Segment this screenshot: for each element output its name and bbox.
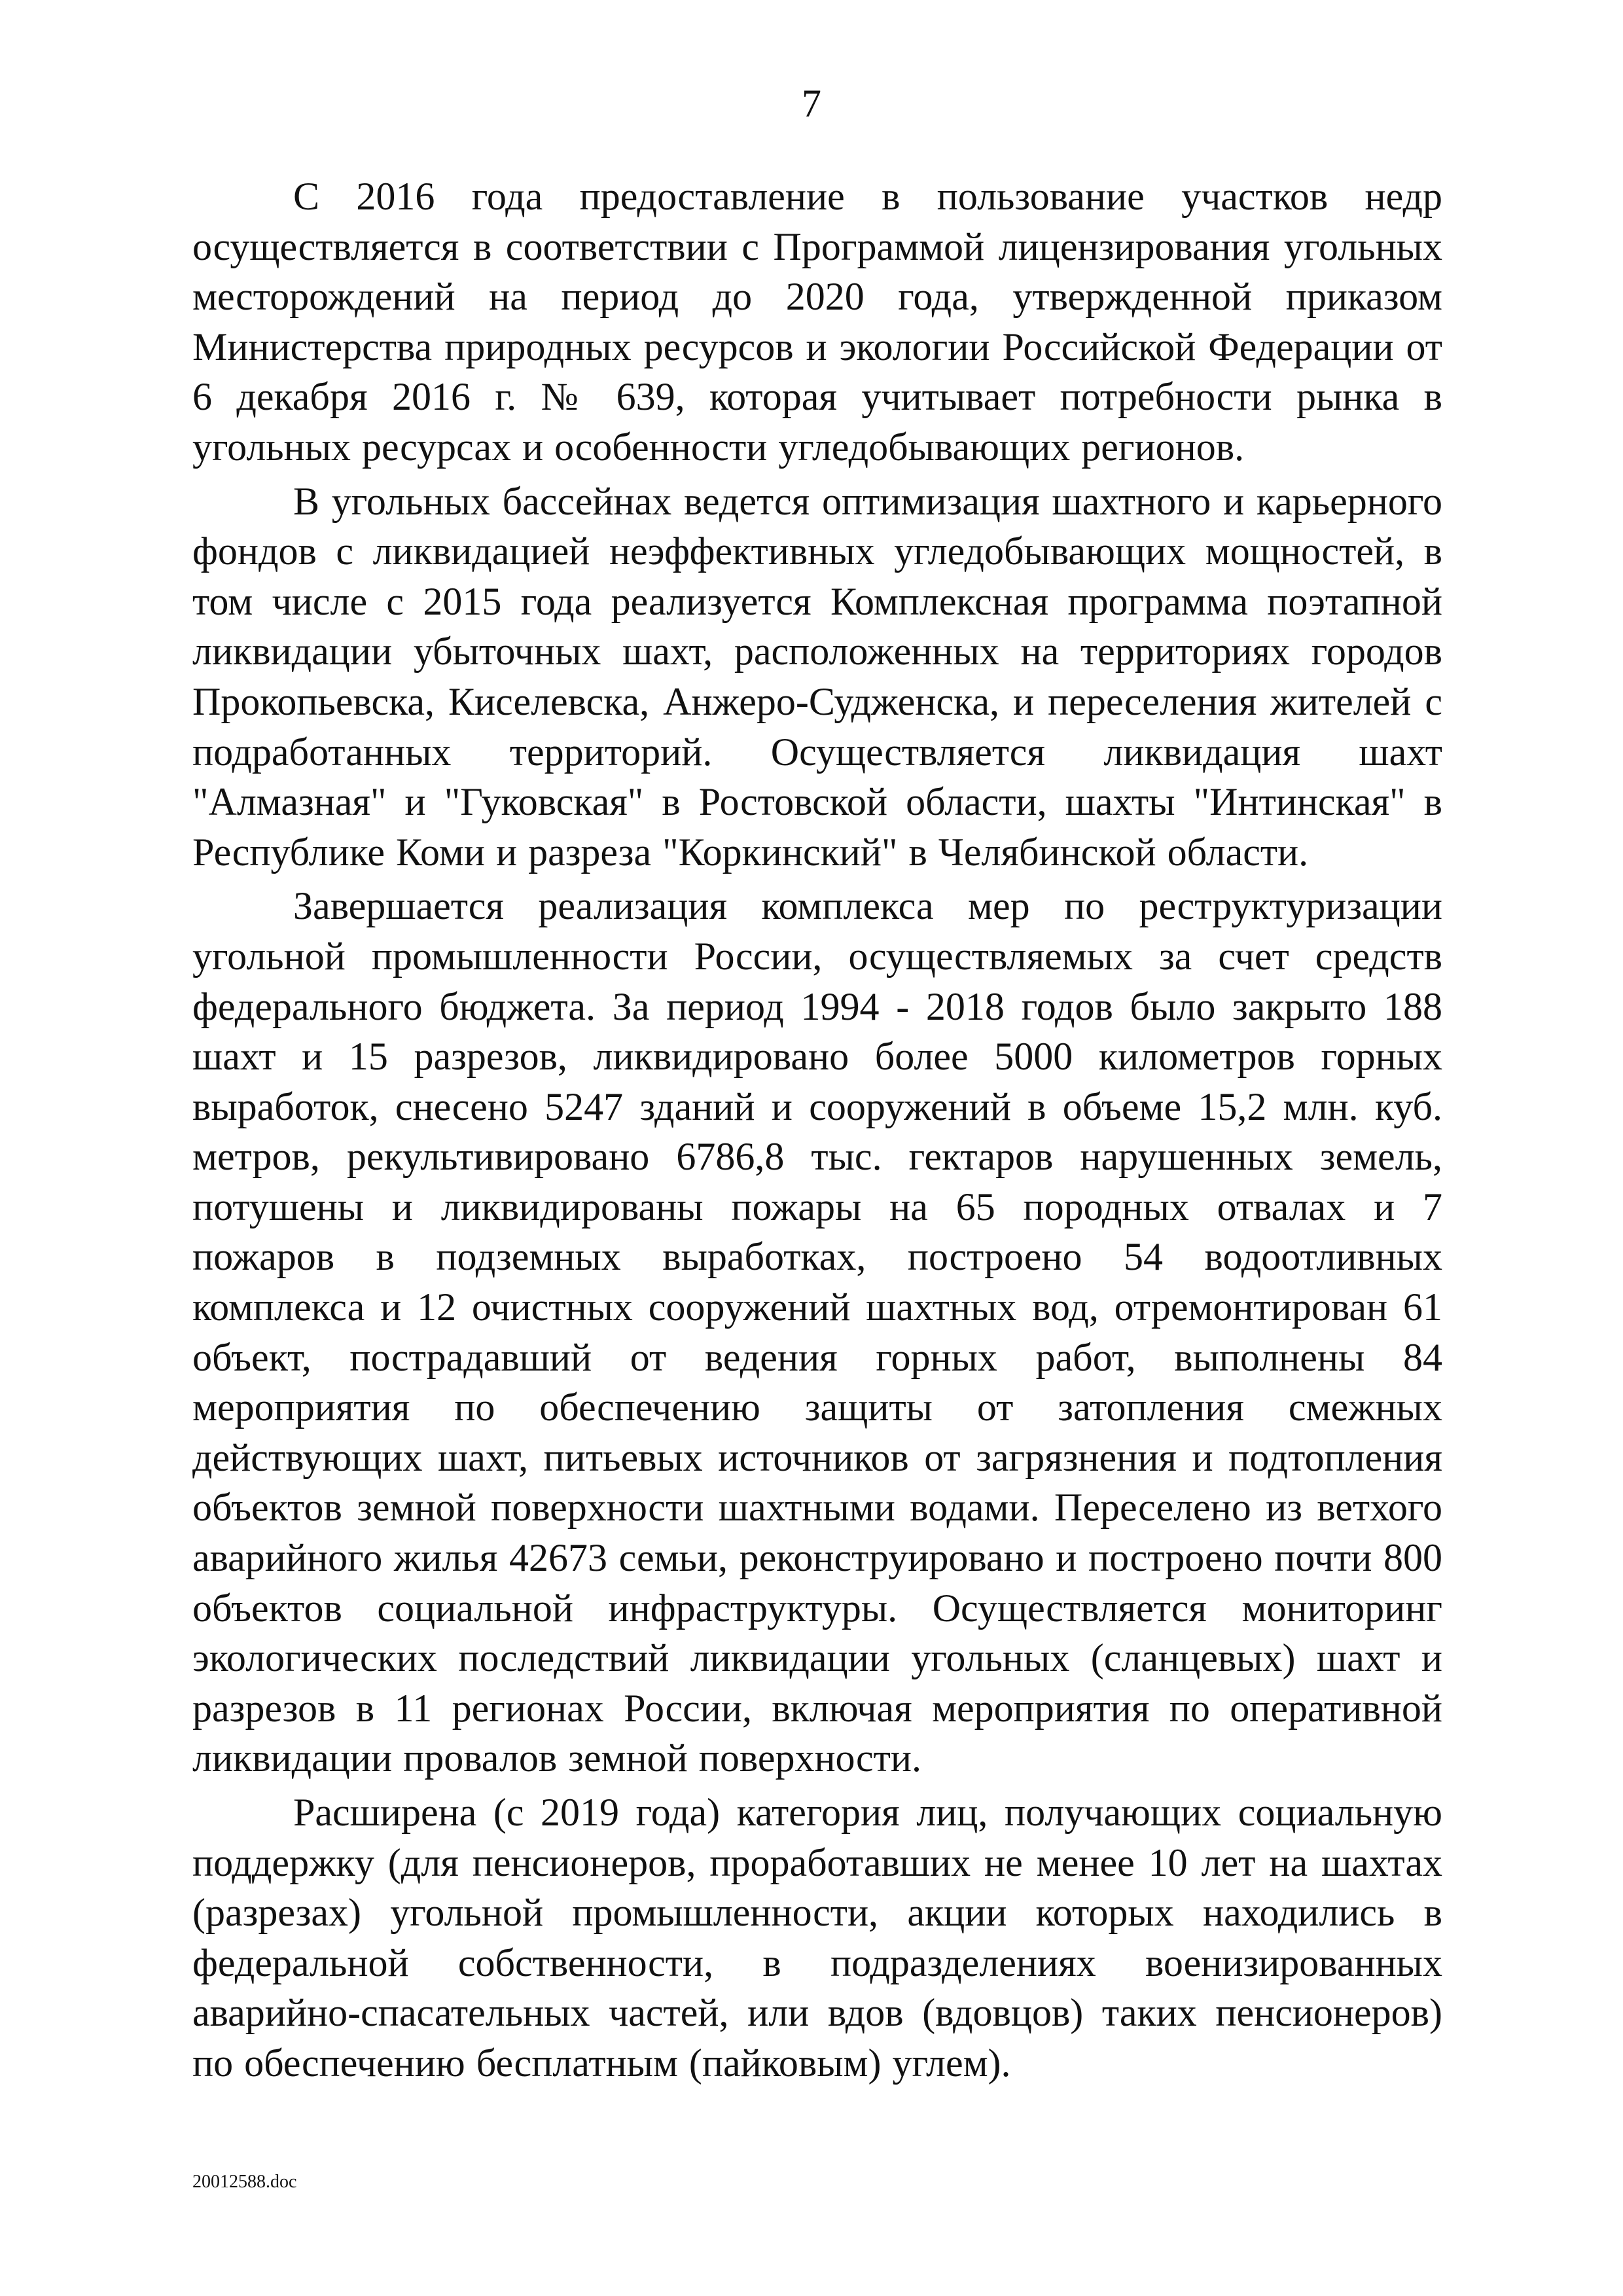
paragraph-licensing: С 2016 года предоставление в пользование участков недр осуществляется в соответствии с Программой лицензирования угольных месторождений на период до 2020 года, утвержденной приказом Министерства природных ресурсов и экологии Российской Федерации от 6 декабря 2016 г. № 639, которая учитывает потребности рынка в угольных ресурсах и особенности угледобывающих регионов. bbox=[192, 175, 1442, 469]
paragraph-restructuring: Завершается реализация комплекса мер по реструктуризации угольной промышленности России, осуществляемых за счет средств федерального бюджета. За период 1994 - 2018 годов было закрыто 188 шахт и 15 разрезов, ликвидировано более 5000 километров горных выработок, снесено 5247 зданий и сооружений в объеме 15,2 млн. куб. метров, рекультивировано 6786,8 тыс. гектаров нарушенных земель, потушены и ликвидированы пожары на 65 породных отвалах и 7 пожаров в подземных выработках, построено 54 водоотливных комплекса и 12 очистных сооружений шахтных вод, отремонтирован 61 объект, пострадавший от ведения горных работ, выполнены 84 мероприятия по обеспечению защиты от затопления смежных действующих шахт, питьевых источников от загрязнения и подтопления объектов земной поверхности шахтными водами. Переселено из ветхого аварийного жилья 42673 семьи, реконструировано и построено почти 800 объектов социальной инфраструктуры. Осуществляется мониторинг экологических последствий ликвидации угольных (сланцевых) шахт и разрезов в 11 регионах России, включая мероприятия по оперативной ликвидации провалов земной поверхности. bbox=[192, 884, 1442, 1780]
paragraph-mine-optimization: В угольных бассейнах ведется оптимизация шахтного и карьерного фондов с ликвидацией неэффективных угледобывающих мощностей, в том числе с 2015 года реализуется Комплексная программа поэтапной ликвидации убыточных шахт, расположенных на территориях городов Прокопьевска, Киселевска, Анжеро-Судженска, и переселения жителей с подработанных территорий. Осуществляется ликвидация шахт "Алмазная" и "Гуковская" в Ростовской области, шахты "Интинская" в Республике Коми и разреза "Коркинский" в Челябинской области. bbox=[192, 479, 1442, 874]
paragraph-social-support: Расширена (с 2019 года) категория лиц, получающих социальную поддержку (для пенсионеров, проработавших не менее 10 лет на шахтах (разрезах) угольной промышленности, акции которых находились в федеральной собственности, в подразделениях военизированных аварийно-спасательных частей, или вдов (вдовцов) таких пенсионеров) по обеспечению бесплатным (пайковым) углем). bbox=[192, 1791, 1442, 2085]
document-body bbox=[192, 171, 1442, 2089]
footer-filename: 20012588.doc bbox=[192, 2172, 297, 2192]
page-number: 7 bbox=[802, 82, 821, 125]
